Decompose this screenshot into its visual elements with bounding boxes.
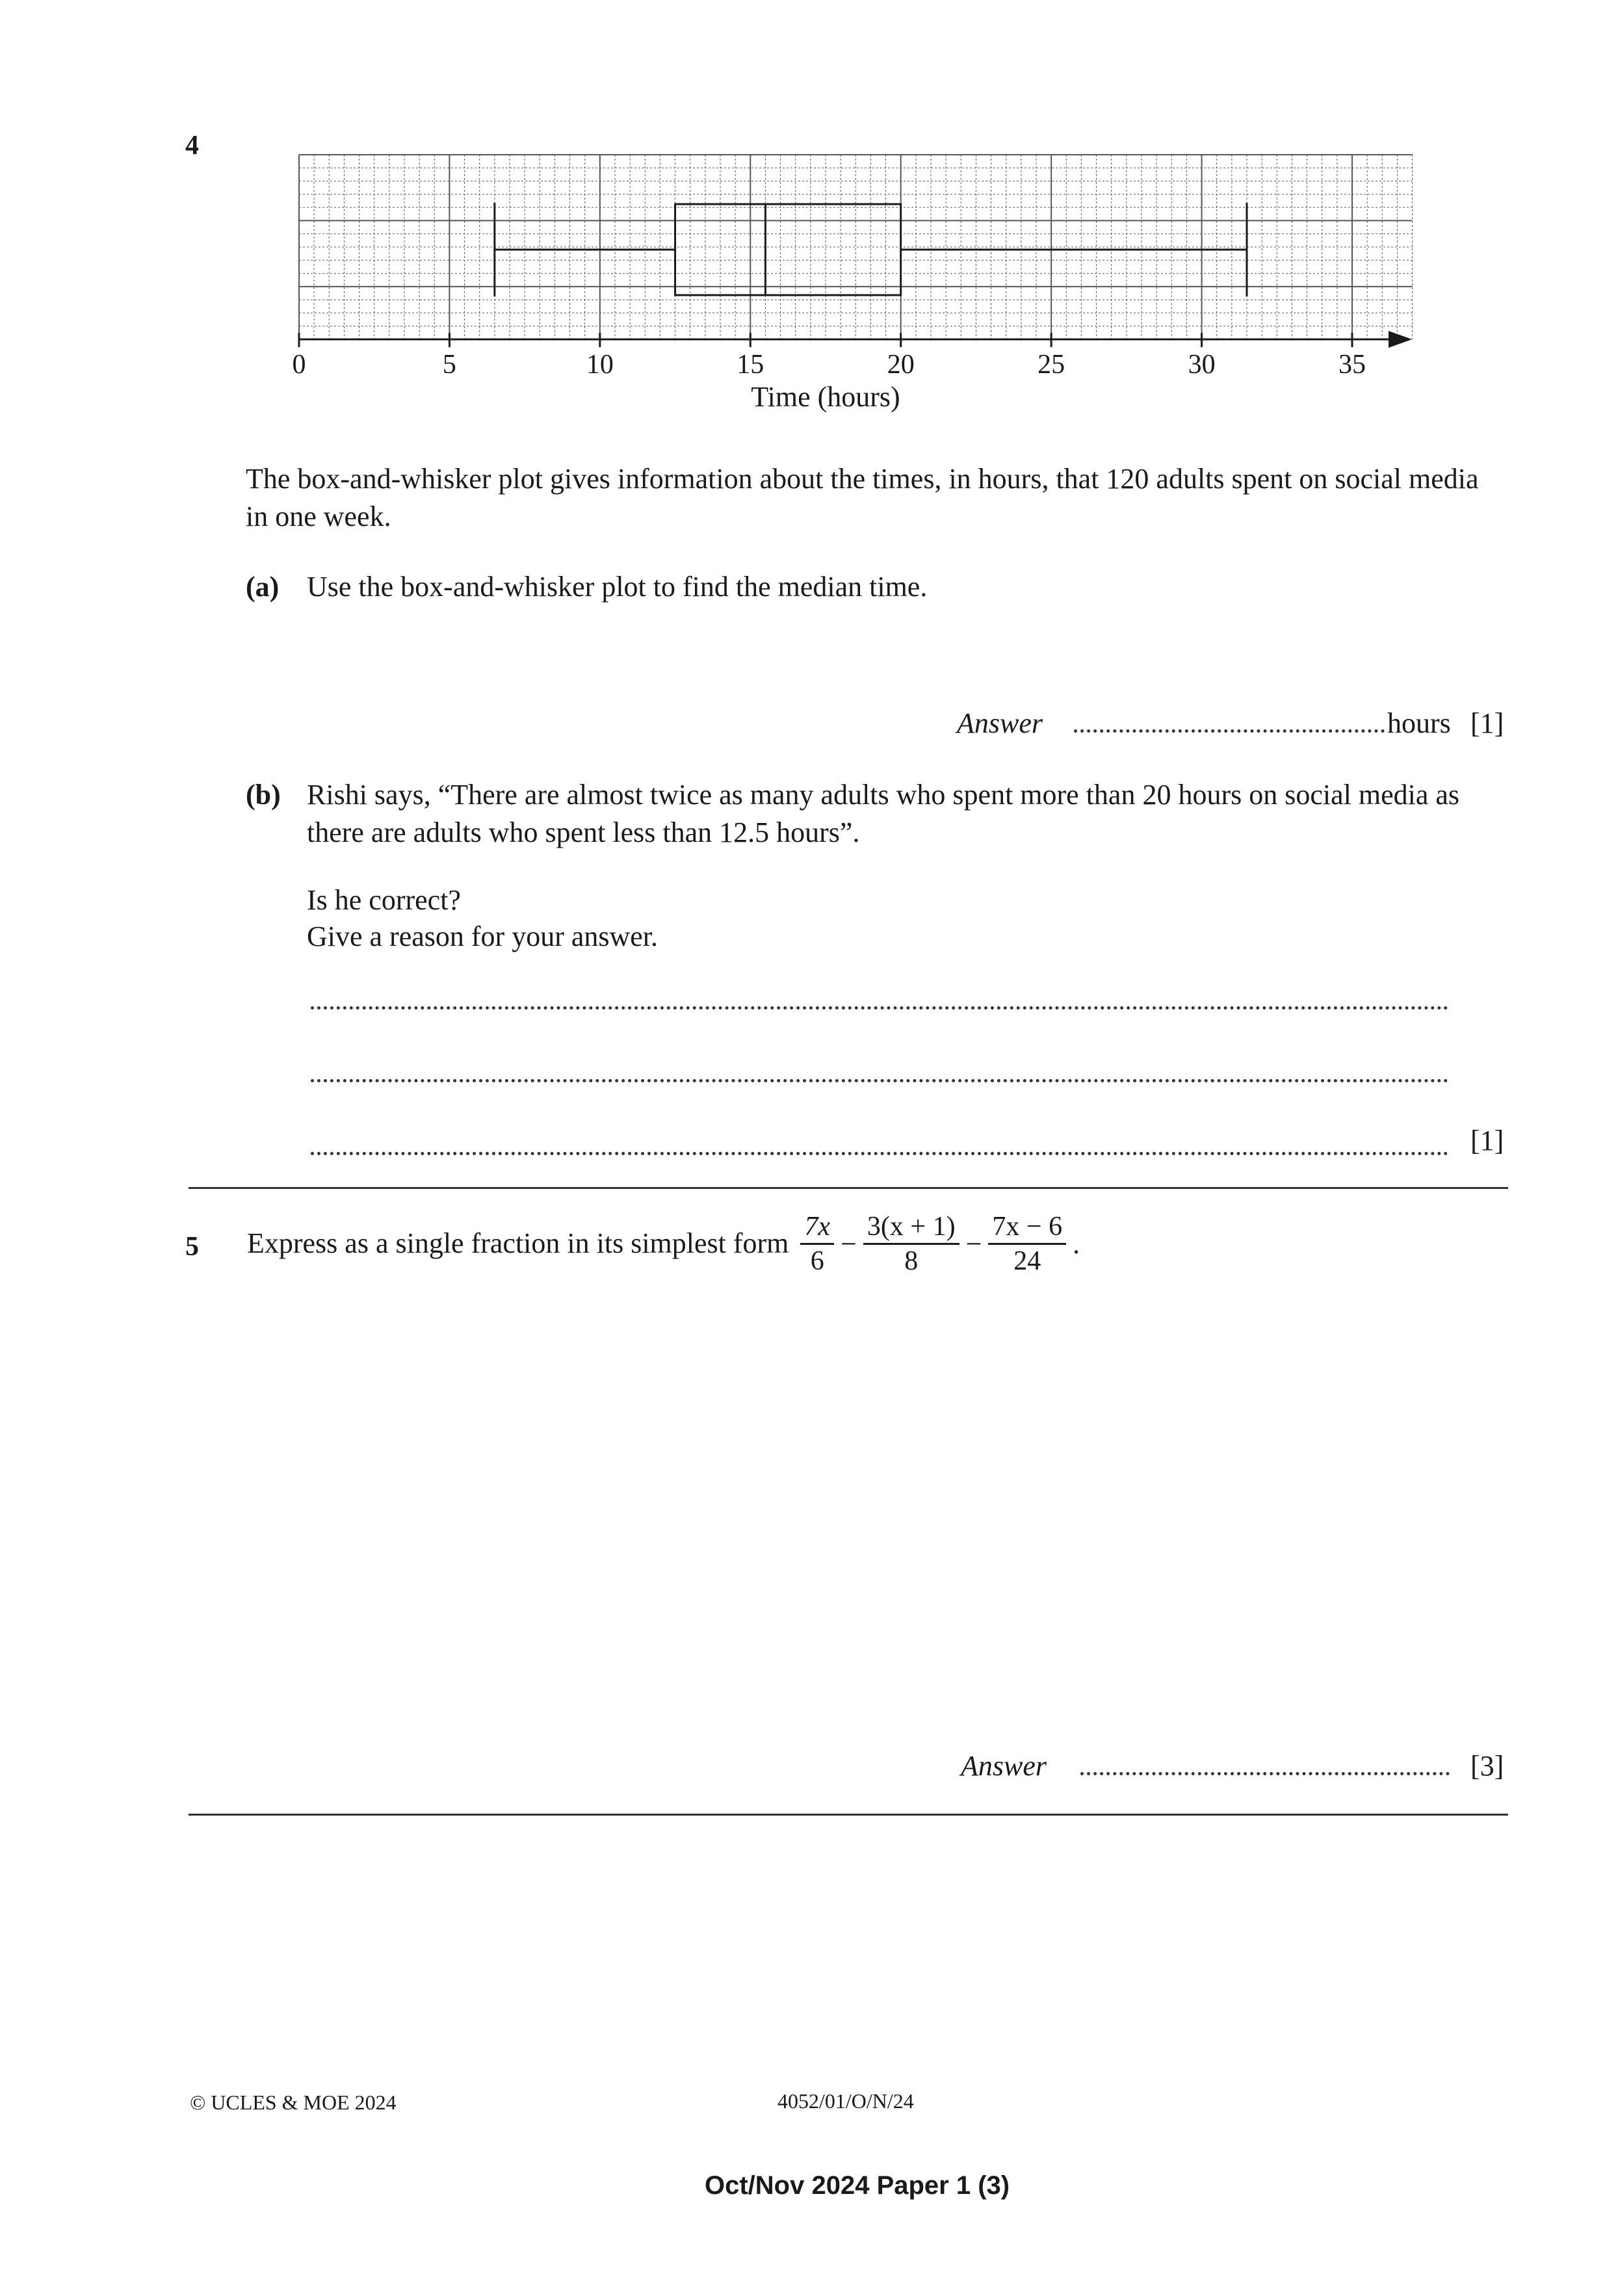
fraction-1 (800, 1210, 834, 1277)
question-divider-1 (189, 1187, 1508, 1189)
part-a-text: Use the box-and-whisker plot to find the median time. (307, 571, 928, 603)
x-tick-label-10: 10 (586, 350, 614, 380)
q4-intro: The box-and-whisker plot gives information about the times, in hours, that 120 adults spent on social media in one week. (246, 463, 1479, 532)
x-tick-label-15: 15 (737, 350, 764, 380)
fraction-2-denominator: 8 (904, 1246, 919, 1276)
x-axis-arrow (1389, 331, 1412, 348)
fraction-1-numerator: 7x (800, 1210, 834, 1245)
question-number-4: 4 (185, 131, 199, 161)
box-and-whisker-plot (273, 143, 1430, 436)
q5-expression-line (247, 1208, 1082, 1279)
minus-operator-2: − (965, 1227, 982, 1260)
question-number-5: 5 (185, 1232, 199, 1262)
q5-answer-label: Answer (961, 1750, 1047, 1782)
x-tick-label-20: 20 (887, 350, 915, 380)
part-a-unit: hours (1387, 707, 1451, 739)
part-a-answer-line[interactable] (1074, 729, 1385, 733)
fraction-2 (863, 1210, 959, 1277)
part-b-answer-line-3[interactable] (311, 1152, 1448, 1155)
part-b-text: Rishi says, “There are almost twice as many adults who spent more than 20 hours on social media as there are adults who spent less than 12.5 hours”. (307, 779, 1460, 848)
part-a-answer-label: Answer (957, 707, 1043, 739)
copyright: © UCLES & MOE 2024 (190, 2091, 397, 2114)
x-tick-label-30: 30 (1188, 350, 1216, 380)
fraction-3-denominator: 24 (1013, 1246, 1041, 1276)
x-tick-label-35: 35 (1338, 350, 1366, 380)
x-tick-label-0: 0 (292, 350, 306, 380)
part-b-label: (b) (246, 779, 281, 811)
question-divider-2 (189, 1814, 1508, 1816)
paper-title: Oct/Nov 2024 Paper 1 (3) (705, 2171, 1010, 2200)
part-a-label: (a) (246, 571, 280, 603)
minus-operator-1: − (841, 1227, 857, 1260)
part-a-marks: [1] (1470, 707, 1504, 739)
q5-answer-line[interactable] (1080, 1772, 1450, 1775)
time-axis (293, 331, 1413, 380)
part-b-instruction: Give a reason for your answer. (307, 920, 659, 952)
x-tick-label-5: 5 (442, 350, 456, 380)
interquartile-box (675, 204, 901, 295)
fraction-2-numerator: 3(x + 1) (863, 1210, 959, 1245)
paper-code: 4052/01/O/N/24 (777, 2089, 914, 2113)
fraction-1-denominator: 6 (810, 1246, 824, 1276)
graph-paper-grid (299, 155, 1413, 339)
q5-marks: [3] (1470, 1750, 1504, 1782)
part-b-marks: [1] (1470, 1125, 1504, 1156)
q5-text: Express as a single fraction in its simplest form (247, 1227, 789, 1259)
fraction-3-numerator: 7x − 6 (988, 1210, 1066, 1245)
part-b-question: Is he correct? (307, 884, 461, 916)
x-axis-label: Time (hours) (751, 381, 900, 413)
part-b-answer-line-2[interactable] (311, 1079, 1448, 1082)
fraction-3 (988, 1210, 1066, 1277)
part-b-answer-line-1[interactable] (311, 1006, 1448, 1010)
expression-end: . (1073, 1227, 1080, 1260)
x-tick-label-25: 25 (1037, 350, 1065, 380)
